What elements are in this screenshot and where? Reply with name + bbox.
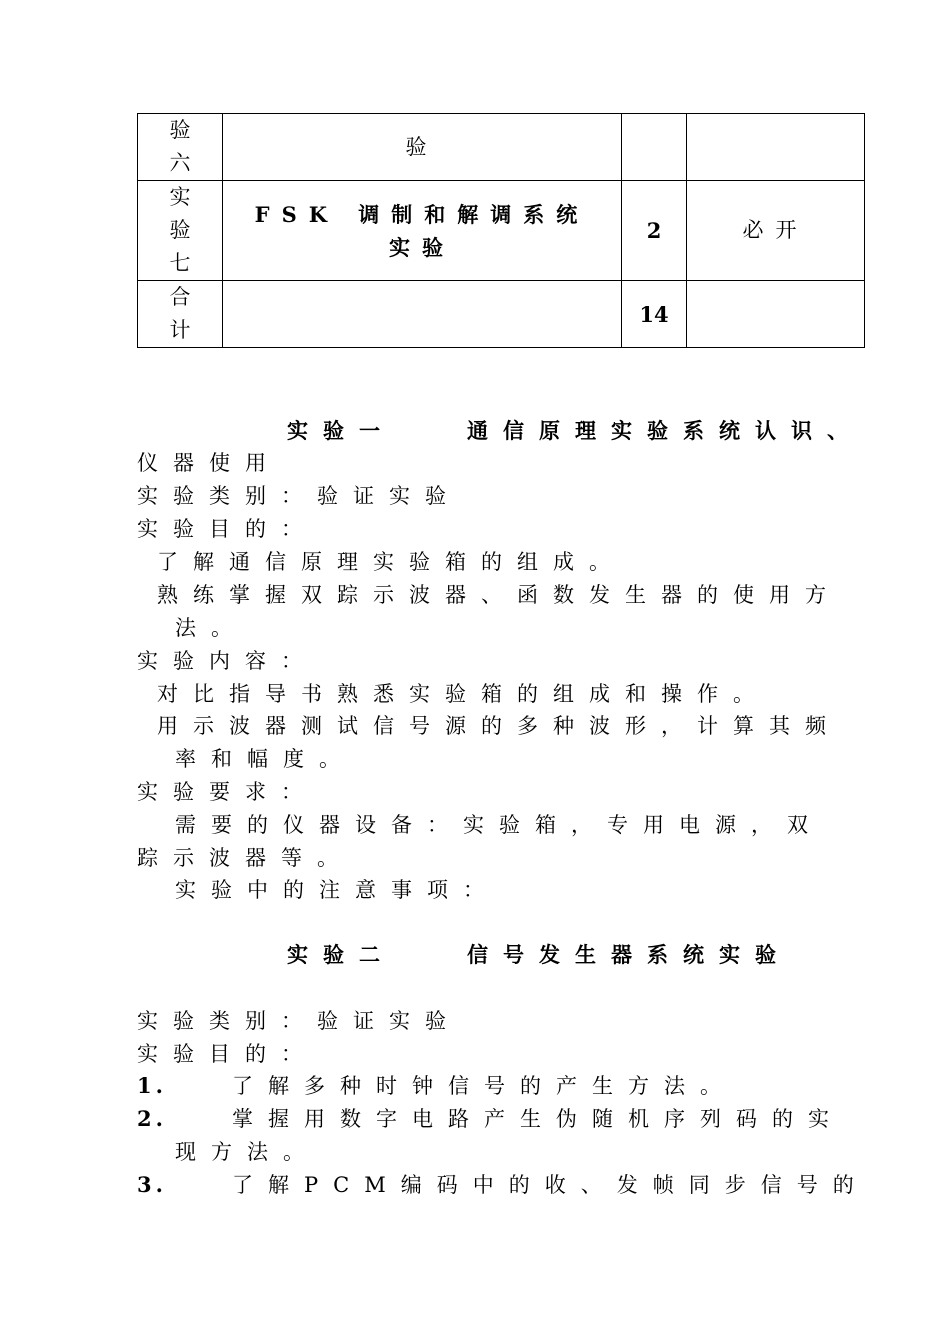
hours-cell: 2 [622,181,687,281]
type-cell [687,281,865,348]
item-number: 2. [137,1106,167,1131]
exp2-purpose-item [137,1170,869,1200]
exp2-purpose-item-cont [137,1137,855,1167]
exp1-requirements-item-cont: 踪示波器等。 [137,846,353,870]
item-text: 了解PCM编码中的收、发帧同步信号的 [232,1173,869,1197]
hours-cell: 14 [622,281,687,348]
item-text: 了解多种时钟信号的产生方法。 [232,1074,736,1098]
table-row [138,181,865,281]
item-text: 现方法。 [175,1140,319,1164]
exp1-requirements-label: 实验要求： [137,780,317,804]
hours-cell [622,114,687,181]
exp2-title: 实验二 信号发生器系统实验 [287,942,791,967]
table-row [138,281,865,348]
exp1-content-item: 用示波器测试信号源的多种波形，计算其频 [157,714,841,738]
exp1-title: 实验一 通信原理实验系统认识、 [287,418,863,443]
exp1-category: 实验类别：验证实验 [137,484,461,508]
exp1-purpose-item: 了解通信原理实验箱的组成。 [157,550,625,574]
exp2-purpose-item [137,1104,855,1134]
table-row [138,114,865,181]
item-text: 掌握用数字电路产生伪随机序列码的实 [232,1107,844,1131]
experiment-name-cell: 验 [223,114,622,181]
exp2-category: 实验类别：验证实验 [137,1009,461,1033]
exp1-content-label: 实验内容： [137,649,317,673]
exp1-requirements-item: 需要的仪器设备：实验箱，专用电源，双 [175,813,823,837]
experiment-number-cell: 验六 [138,114,223,181]
exp2-purpose-label: 实验目的： [137,1042,317,1066]
exp1-purpose-item-cont: 法。 [175,616,247,640]
exp2-purpose-item [137,1071,855,1101]
exp1-content-item-cont: 率和幅度。 [175,747,355,771]
item-number: 3. [137,1172,167,1197]
exp1-purpose-label: 实验目的： [137,517,317,541]
type-cell: 必开 [687,181,865,281]
item-number: 1. [137,1073,167,1098]
exp1-purpose-item: 熟练掌握双踪示波器、函数发生器的使用方 [157,583,841,607]
experiment-name-cell [223,281,622,348]
exp1-content-item: 对比指导书熟悉实验箱的组成和操作。 [157,682,769,706]
exp1-notes-label: 实验中的注意事项： [175,878,499,902]
exp1-title-cont: 仪器使用 [137,451,281,475]
experiment-hours-table [137,113,865,348]
experiment-number-cell: 合计 [138,281,223,348]
experiment-name-cell: FSK 调制和解调系统实验 [223,181,622,281]
experiment-number-cell: 实验七 [138,181,223,281]
type-cell [687,114,865,181]
